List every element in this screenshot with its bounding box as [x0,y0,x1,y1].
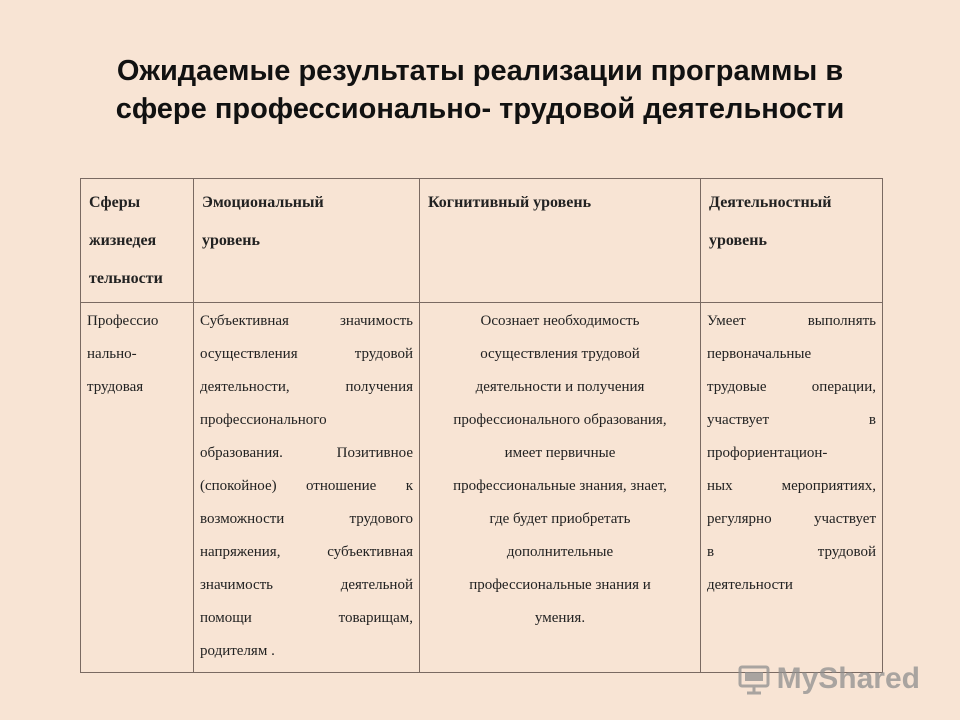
cell-line: Профессио [87,313,159,329]
cell-line: трудовая [87,379,144,395]
header-cognitive-line: Когнитивный уровень [428,194,592,211]
cell-line: нально- [87,346,137,362]
header-sphere-line: жизнедея [89,232,157,249]
cell-line: возможности трудового [200,511,413,527]
cell-line: Субъективная значимость [200,313,413,329]
cell-activity [701,303,883,673]
cell-line: (спокойное) отношение к [200,478,413,494]
cell-line: Осознает необходимость [480,313,640,329]
header-sphere-line: Сферы [89,194,141,211]
cell-cognitive [420,303,701,673]
cell-line: значимость деятельной [200,577,413,593]
header-cognitive [420,179,701,303]
header-sphere-line: тельности [89,270,163,287]
cell-line: имеет первичные [504,445,616,461]
cell-line: Умеет выполнять [707,313,876,329]
cell-line: деятельности [707,577,793,593]
cell-line: ных мероприятиях, [707,478,876,494]
cell-line: деятельности, получения [200,379,413,395]
watermark-text: MyShared [776,662,920,695]
header-emotional [194,179,420,303]
header-activity-line: уровень [709,232,767,249]
cell-line: осуществления трудовой [200,346,413,362]
cell-line: регулярно участвует [707,511,876,527]
cell-line: помощи товарищам, [200,610,413,626]
header-emotional-line: Эмоциональный [202,194,324,211]
header-activity-line: Деятельностный [709,194,832,211]
cell-sphere [81,303,194,673]
cell-line: умения. [534,610,586,626]
table-row [81,303,883,673]
cell-line: образования. Позитивное [200,445,413,461]
results-table [80,178,883,673]
cell-line: трудовые операции, [707,379,876,395]
cell-line: профессиональные знания, знает, [453,478,667,494]
presentation-board-icon [737,662,771,696]
watermark [737,662,920,696]
cell-line: профориентацион- [707,445,828,461]
cell-line: родителям . [200,643,275,659]
cell-emotional [194,303,420,673]
header-emotional-line: уровень [202,232,260,249]
cell-line: дополнительные [506,544,614,560]
table-header-row [81,179,883,303]
cell-line: участвует в [707,412,876,428]
cell-line: осуществления трудовой [480,346,640,362]
title-line-2: сфере профессионально- трудовой деятельности [115,93,845,125]
header-sphere [81,179,194,303]
cell-line: напряжения, субъективная [200,544,413,560]
cell-line: деятельности и получения [475,379,645,395]
cell-line: профессиональные знания и [469,577,651,593]
cell-line: где будет приобретать [489,511,631,527]
header-activity [701,179,883,303]
page-title [30,52,930,128]
title-line-1: Ожидаемые результаты реализации программы в [116,55,844,87]
cell-line: профессионального [200,412,327,428]
cell-line: первоначальные [707,346,812,362]
cell-line: профессионального образования, [453,412,667,428]
cell-line: в трудовой [707,544,876,560]
